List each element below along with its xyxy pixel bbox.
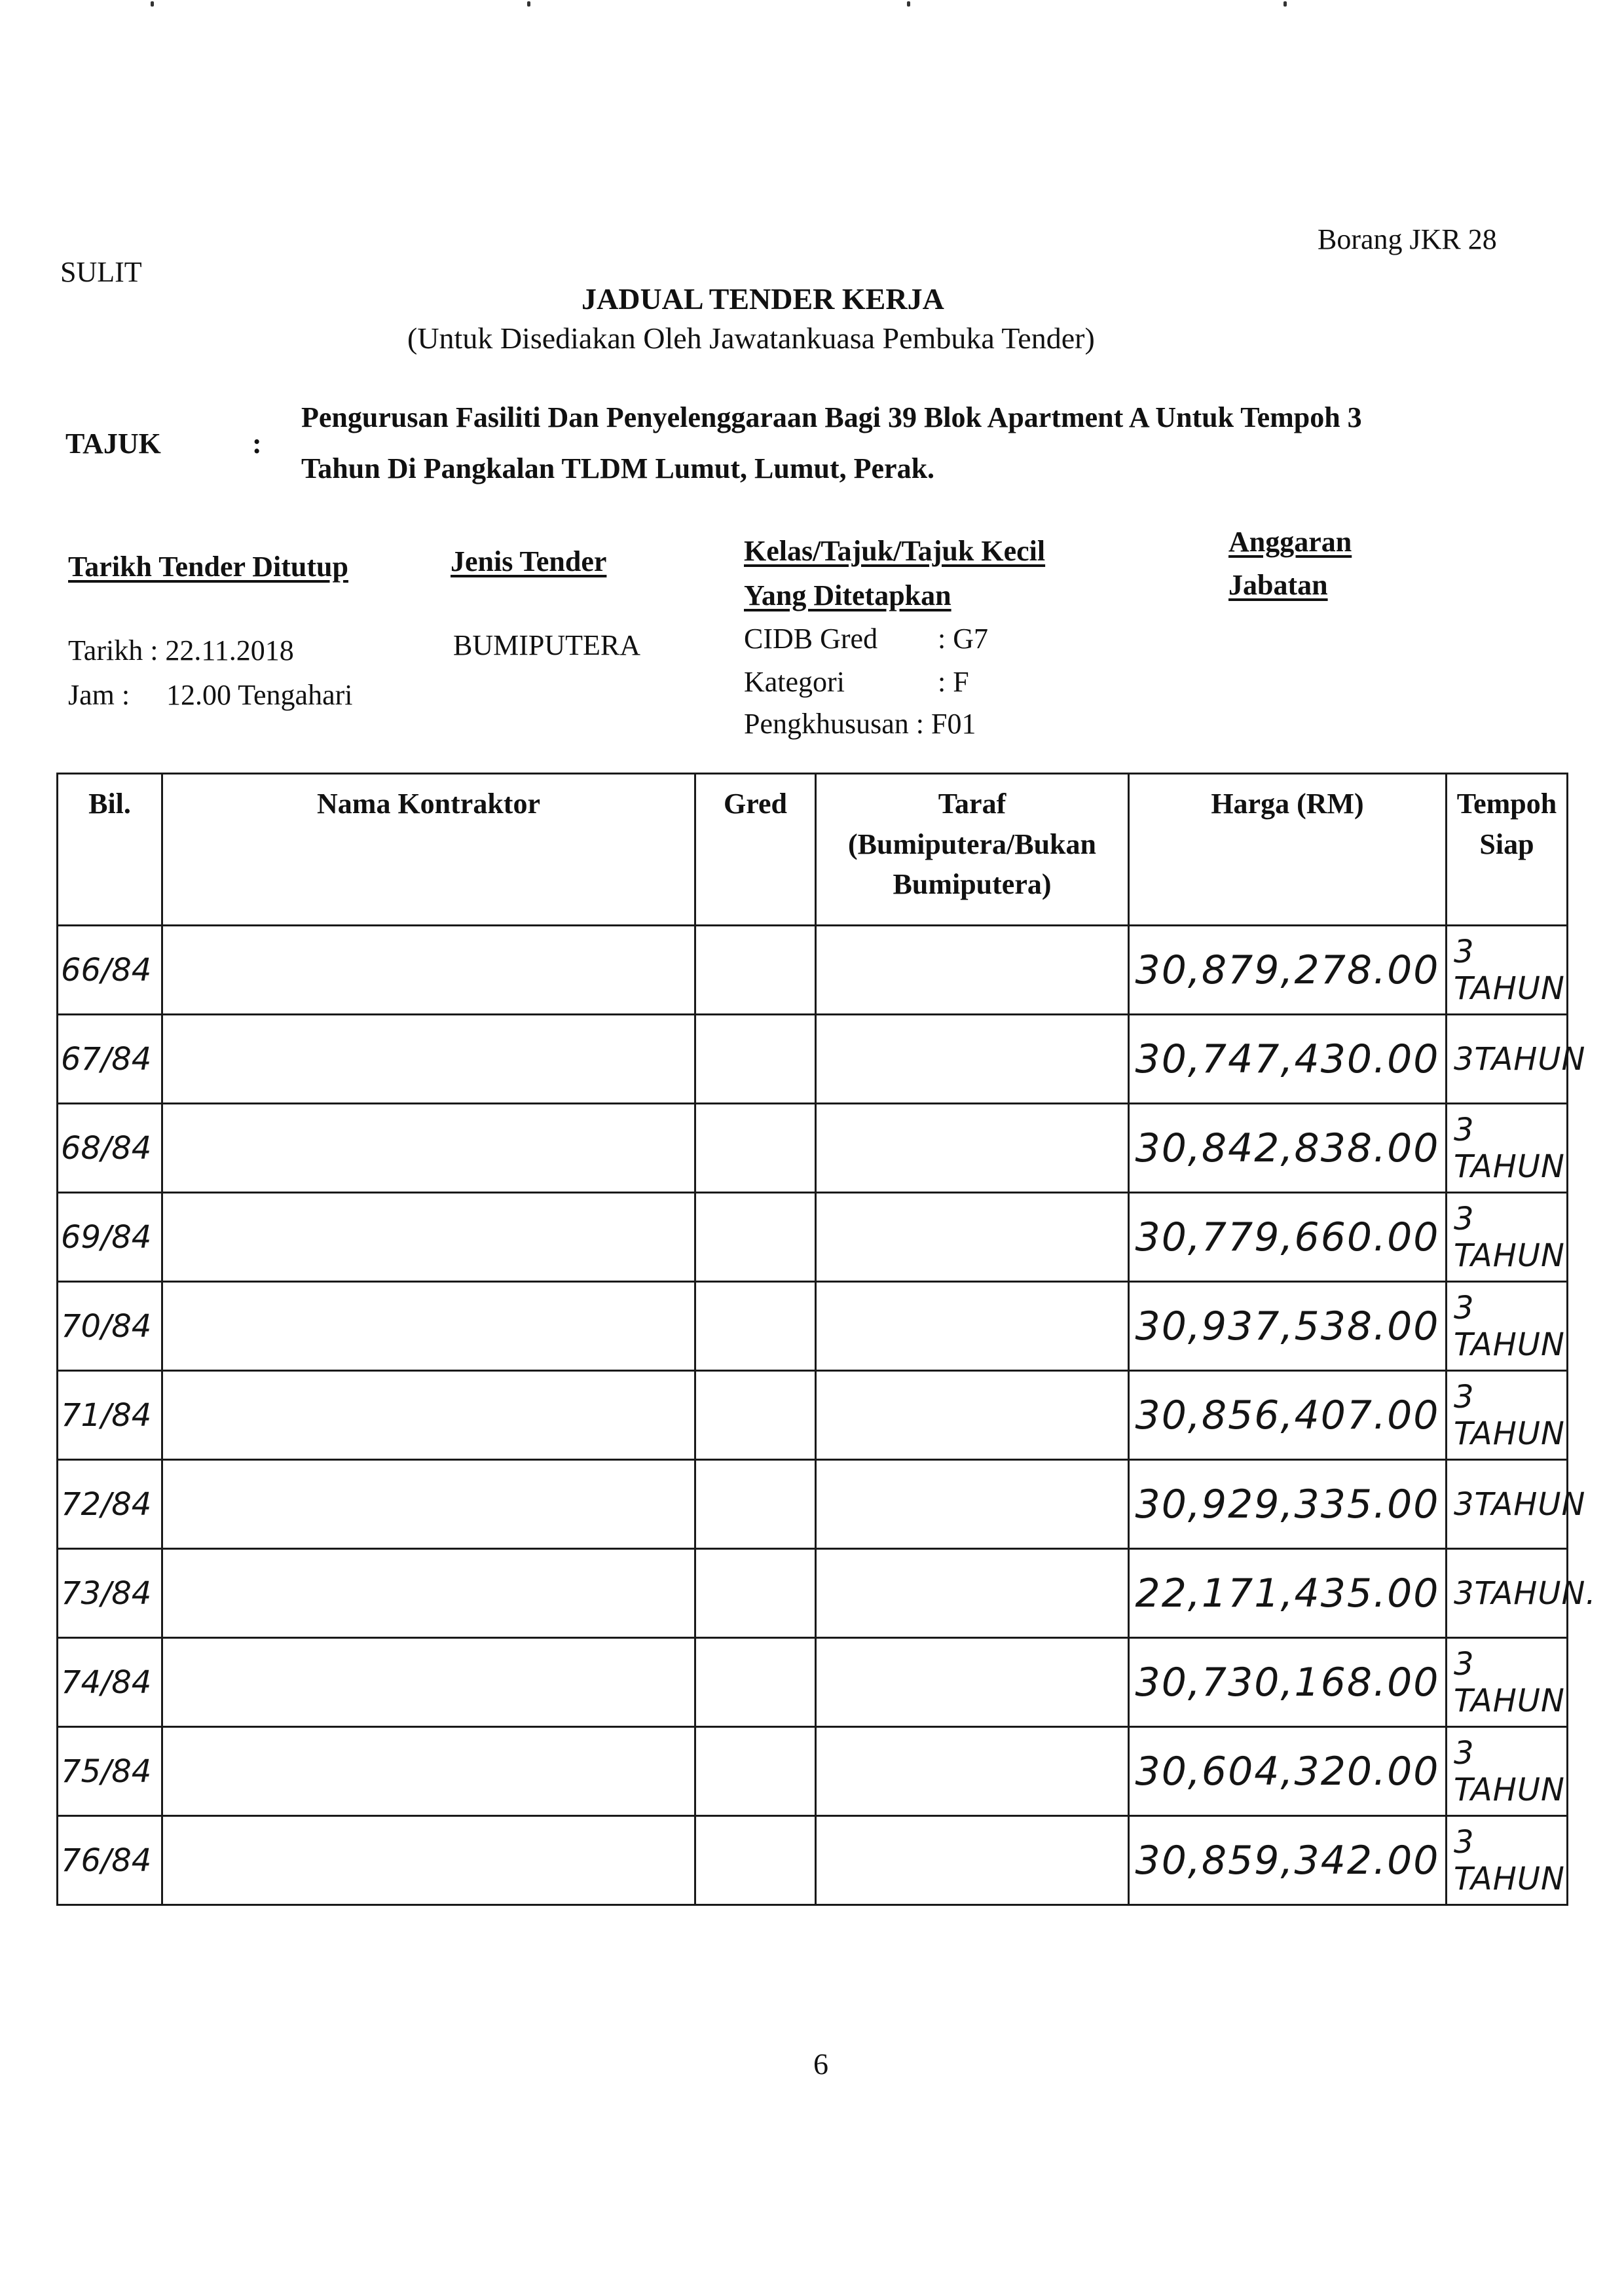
- taraf-cell: [816, 1371, 1129, 1460]
- taraf-cell: [816, 1282, 1129, 1371]
- header-taraf-line-3: Bumiputera): [893, 868, 1052, 901]
- table-row: [58, 1549, 1568, 1638]
- table-row: [58, 1371, 1568, 1460]
- harga-cell: 30,747,430.00: [1129, 1015, 1447, 1104]
- header-bil: Bil.: [58, 774, 162, 926]
- taraf-cell: [816, 1549, 1129, 1638]
- budget-heading-line-1: Anggaran: [1228, 526, 1352, 558]
- header-taraf-line-1: Taraf: [938, 788, 1006, 820]
- header-tempoh-line-2: Siap: [1479, 828, 1534, 860]
- contractor-name-cell: [162, 1816, 695, 1905]
- bil-cell: 68/84: [58, 1104, 162, 1193]
- taraf-cell: [816, 926, 1129, 1015]
- contractor-name-cell: [162, 926, 695, 1015]
- harga-cell: 22,171,435.00: [1129, 1549, 1447, 1638]
- table-row: [58, 1638, 1568, 1727]
- pengkhususan: Pengkhususan : F01: [744, 708, 976, 740]
- gred-cell: [695, 1282, 816, 1371]
- taraf-cell: [816, 1015, 1129, 1104]
- contractor-name-cell: [162, 1282, 695, 1371]
- cidb-value: : G7: [938, 623, 988, 655]
- contractor-name-cell: [162, 1104, 695, 1193]
- table-row: [58, 926, 1568, 1015]
- header-tempoh-line-1: Tempoh: [1456, 788, 1557, 820]
- taraf-cell: [816, 1816, 1129, 1905]
- tempoh-cell: 3 TAHUN: [1447, 1104, 1568, 1193]
- bil-cell: 66/84: [58, 926, 162, 1015]
- bil-cell: 76/84: [58, 1816, 162, 1905]
- taraf-cell: [816, 1104, 1129, 1193]
- harga-cell: 30,879,278.00: [1129, 926, 1447, 1015]
- tempoh-cell: 3 TAHUN: [1447, 1371, 1568, 1460]
- classification-label: SULIT: [60, 256, 142, 288]
- form-code: Borang JKR 28: [1318, 223, 1497, 255]
- taraf-cell: [816, 1460, 1129, 1549]
- document-subtitle: (Untuk Disediakan Oleh Jawatankuasa Pembuka Tender): [407, 321, 1095, 355]
- table-row: [58, 1193, 1568, 1282]
- gred-cell: [695, 1460, 816, 1549]
- scan-speck: [527, 1, 530, 7]
- tempoh-cell: 3TAHUN: [1447, 1460, 1568, 1549]
- harga-cell: 30,730,168.00: [1129, 1638, 1447, 1727]
- bil-cell: 69/84: [58, 1193, 162, 1282]
- contractor-name-cell: [162, 1638, 695, 1727]
- bil-cell: 70/84: [58, 1282, 162, 1371]
- scan-speck: [1283, 1, 1287, 7]
- taraf-cell: [816, 1638, 1129, 1727]
- tempoh-cell: 3TAHUN: [1447, 1015, 1568, 1104]
- document-title: JADUAL TENDER KERJA: [581, 282, 944, 316]
- tender-type-heading: Jenis Tender: [451, 545, 607, 577]
- contractor-name-cell: [162, 1549, 695, 1638]
- contractor-name-cell: [162, 1193, 695, 1282]
- gred-cell: [695, 1549, 816, 1638]
- gred-cell: [695, 1015, 816, 1104]
- header-taraf-line-2: (Bumiputera/Bukan: [848, 828, 1096, 860]
- kategori-value: : F: [938, 666, 969, 698]
- class-heading-line-2: Yang Ditetapkan: [744, 579, 951, 611]
- gred-cell: [695, 1371, 816, 1460]
- tajuk-separator: :: [252, 428, 262, 460]
- bil-cell: 71/84: [58, 1371, 162, 1460]
- table-row: [58, 1460, 1568, 1549]
- taraf-cell: [816, 1727, 1129, 1816]
- tempoh-cell: 3 TAHUN: [1447, 1816, 1568, 1905]
- table-row: [58, 1104, 1568, 1193]
- tempoh-cell: 3TAHUN.: [1447, 1549, 1568, 1638]
- tempoh-cell: 3 TAHUN: [1447, 1638, 1568, 1727]
- gred-cell: [695, 1727, 816, 1816]
- closing-date: Tarikh : 22.11.2018: [68, 634, 294, 666]
- bil-cell: 67/84: [58, 1015, 162, 1104]
- header-gred: Gred: [695, 774, 816, 926]
- tender-table: [56, 773, 1596, 1906]
- contractor-name-cell: [162, 1460, 695, 1549]
- tempoh-cell: 3 TAHUN: [1447, 926, 1568, 1015]
- tender-type: BUMIPUTERA: [453, 629, 641, 661]
- table-row: [58, 1282, 1568, 1371]
- harga-cell: 30,779,660.00: [1129, 1193, 1447, 1282]
- header-taraf: [816, 774, 1129, 926]
- table-row: [58, 1727, 1568, 1816]
- gred-cell: [695, 926, 816, 1015]
- table-row: [58, 1816, 1568, 1905]
- kategori-label: Kategori: [744, 666, 845, 698]
- header-nama-kontraktor: Nama Kontraktor: [162, 774, 695, 926]
- header-tempoh: [1447, 774, 1568, 926]
- gred-cell: [695, 1193, 816, 1282]
- bil-cell: 74/84: [58, 1638, 162, 1727]
- contractor-name-cell: [162, 1727, 695, 1816]
- scan-speck: [151, 1, 154, 7]
- harga-cell: 30,842,838.00: [1129, 1104, 1447, 1193]
- contractor-name-cell: [162, 1015, 695, 1104]
- tajuk-line-1: Pengurusan Fasiliti Dan Penyelenggaraan Bagi 39 Blok Apartment A Untuk Tempoh 3: [301, 401, 1362, 433]
- closing-date-heading: Tarikh Tender Ditutup: [68, 551, 348, 583]
- tajuk-label: TAJUK: [65, 428, 161, 460]
- gred-cell: [695, 1104, 816, 1193]
- bil-cell: 72/84: [58, 1460, 162, 1549]
- budget-heading-line-2: Jabatan: [1228, 569, 1328, 601]
- scan-speck: [907, 1, 910, 7]
- harga-cell: 30,856,407.00: [1129, 1371, 1447, 1460]
- header-harga: Harga (RM): [1129, 774, 1447, 926]
- tempoh-cell: 3 TAHUN: [1447, 1727, 1568, 1816]
- taraf-cell: [816, 1193, 1129, 1282]
- harga-cell: 30,929,335.00: [1129, 1460, 1447, 1549]
- closing-time-label: Jam :: [68, 679, 130, 711]
- closing-time: 12.00 Tengahari: [166, 679, 353, 711]
- harga-cell: 30,604,320.00: [1129, 1727, 1447, 1816]
- harga-cell: 30,937,538.00: [1129, 1282, 1447, 1371]
- gred-cell: [695, 1816, 816, 1905]
- table-row: [58, 1015, 1568, 1104]
- bil-cell: 73/84: [58, 1549, 162, 1638]
- page-number: 6: [813, 2047, 828, 2081]
- gred-cell: [695, 1638, 816, 1727]
- bil-cell: 75/84: [58, 1727, 162, 1816]
- tajuk-line-2: Tahun Di Pangkalan TLDM Lumut, Lumut, Perak.: [301, 452, 935, 484]
- contractor-name-cell: [162, 1371, 695, 1460]
- tempoh-cell: 3 TAHUN: [1447, 1282, 1568, 1371]
- class-heading-line-1: Kelas/Tajuk/Tajuk Kecil: [744, 535, 1046, 567]
- cidb-label: CIDB Gred: [744, 623, 878, 655]
- tempoh-cell: 3 TAHUN: [1447, 1193, 1568, 1282]
- harga-cell: 30,859,342.00: [1129, 1816, 1447, 1905]
